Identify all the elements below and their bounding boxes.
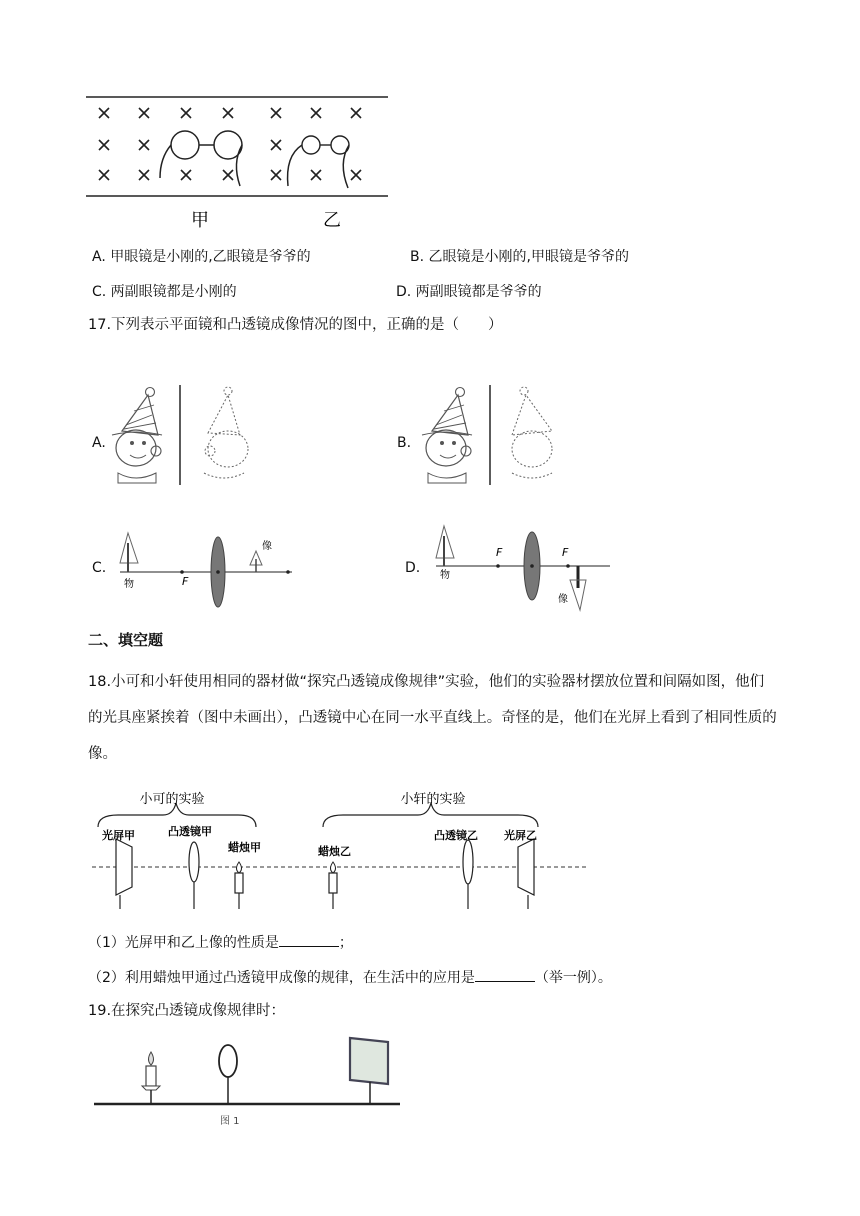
- section-title: 二、填空题: [88, 631, 164, 649]
- q18-sub2-after: （举一例）。: [534, 970, 612, 986]
- q18-right-title: 小轩的实验: [400, 792, 466, 807]
- q17-option-a: A.: [92, 435, 106, 451]
- field-cross-mark: [139, 140, 149, 150]
- field-cross-mark: [271, 140, 281, 150]
- q16-label-yi: 乙: [323, 210, 341, 231]
- q17-c-focal-label: F: [182, 575, 189, 588]
- q18-sub1-after: ；: [338, 935, 353, 951]
- field-cross-mark: [351, 170, 361, 180]
- q19-figure-caption: 图 1: [220, 1116, 240, 1127]
- q17-d-image-label: 像: [558, 594, 568, 605]
- q17-figure-b: [414, 383, 584, 493]
- q18-sub2-before: （2）利用蜡烛甲通过凸透镜甲成像的规律，在生活中的应用是: [88, 970, 475, 986]
- q16-option-d: D. 两副眼镜都是爷爷的: [396, 284, 542, 300]
- q18-label-candle-yi: 蜡烛乙: [318, 845, 351, 858]
- q18-label-screen-jia: 光屏甲: [102, 829, 135, 842]
- q18-label-candle-jia: 蜡烛甲: [228, 841, 261, 854]
- q17-figure-c: [110, 525, 300, 615]
- q16-option-c: C. 两副眼镜都是小刚的: [92, 284, 237, 300]
- field-cross-mark: [223, 108, 233, 118]
- q18-sub1-before: （1）光屏甲和乙上像的性质是: [88, 935, 279, 951]
- q16-figure: [80, 88, 400, 238]
- q17-d-object-label: 物: [440, 570, 450, 581]
- q18-sub2-blank[interactable]: [475, 967, 535, 982]
- field-cross-mark: [139, 170, 149, 180]
- q17-option-d: D.: [405, 560, 421, 576]
- q18-figure: [88, 785, 598, 910]
- field-cross-mark: [99, 170, 109, 180]
- field-cross-mark: [181, 108, 191, 118]
- field-cross-mark: [223, 170, 233, 180]
- field-cross-mark: [139, 108, 149, 118]
- q19-figure: [92, 1032, 404, 1132]
- q18-left-title: 小可的实验: [139, 792, 205, 807]
- q17-figure-a: [104, 383, 274, 493]
- q18-sub2: [88, 967, 612, 988]
- q19-stem: 19.在探究凸透镜成像规律时：: [88, 1003, 286, 1019]
- q17-option-c: C.: [92, 560, 107, 576]
- q18-label-lens-jia: 凸透镜甲: [168, 825, 212, 838]
- q17-c-image-label: 像: [262, 541, 272, 552]
- q17-option-b: B.: [397, 435, 412, 451]
- q18-label-screen-yi: 光屏乙: [504, 829, 537, 842]
- q18-sub1-blank[interactable]: [279, 932, 339, 947]
- q17-d-focal-label-right: F: [562, 546, 569, 559]
- field-cross-mark: [311, 170, 321, 180]
- q18-sub1: [88, 932, 353, 953]
- field-cross-mark: [99, 140, 109, 150]
- q17-c-object-label: 物: [124, 579, 134, 590]
- field-cross-mark: [311, 108, 321, 118]
- field-cross-mark: [271, 108, 281, 118]
- q17-figure-d: [428, 520, 628, 620]
- q18-stem: 18.小可和小轩使用相同的器材做“探究凸透镜成像规律”实验，他们的实验器材摆放位置和间隔如图，他们的光具座紧挨着（图中未画出），凸透镜中心在同一水平直线上。奇怪的是，他们在光屏上看到了相同性质的像。: [88, 674, 777, 762]
- q16-option-a: A. 甲眼镜是小刚的,乙眼镜是爷爷的: [92, 249, 311, 265]
- q17-d-focal-label-left: F: [496, 546, 503, 559]
- q18-label-lens-yi: 凸透镜乙: [434, 829, 478, 842]
- field-cross-mark: [99, 108, 109, 118]
- q16-label-jia: 甲: [191, 210, 209, 231]
- q16-option-b: B. 乙眼镜是小刚的,甲眼镜是爷爷的: [410, 249, 629, 265]
- q17-stem: 17.下列表示平面镜和凸透镜成像情况的图中，正确的是（ ）: [88, 317, 503, 333]
- field-cross-mark: [271, 170, 281, 180]
- field-cross-mark: [181, 170, 191, 180]
- field-cross-mark: [351, 108, 361, 118]
